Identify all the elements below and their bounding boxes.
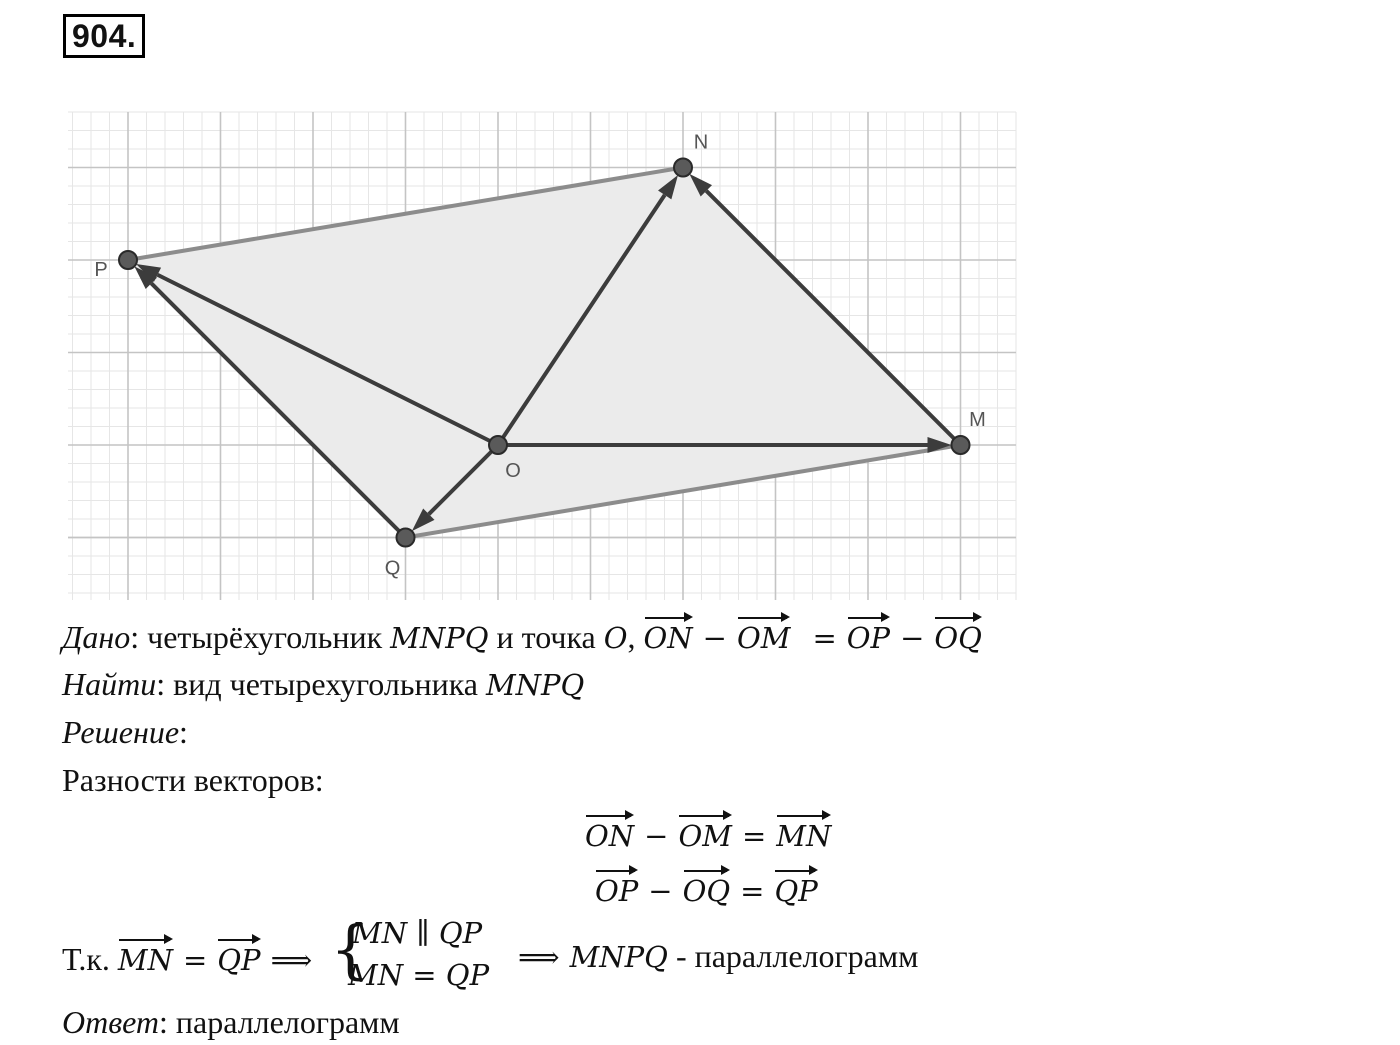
equals-sign: = xyxy=(182,943,208,977)
vector-ON: ON xyxy=(585,812,634,856)
point-label-O: O xyxy=(505,460,521,482)
solution-colon: : xyxy=(179,714,188,750)
solution-label: Решение xyxy=(62,714,180,750)
implies-sign: ⟹ xyxy=(270,943,313,977)
vector-OP: OP xyxy=(847,614,890,658)
given-line xyxy=(62,614,982,658)
vector-OP: OP xyxy=(595,867,638,911)
implies-sign: ⟹ xyxy=(518,940,560,974)
point-label-P: P xyxy=(94,259,108,281)
answer-text: : параллелограмм xyxy=(159,1004,400,1040)
answer-label: Ответ xyxy=(62,1004,159,1040)
because-text: Т.к. xyxy=(62,941,110,977)
vector-QP: QP xyxy=(217,936,260,980)
system-brace: { xyxy=(330,913,371,987)
vector-OQ: OQ xyxy=(683,867,731,911)
result-quad: MNPQ xyxy=(569,940,668,974)
vector-OQ: OQ xyxy=(934,614,982,658)
equals-sign: = xyxy=(740,874,765,908)
given-text-2: и точка xyxy=(488,619,604,655)
given-point: O xyxy=(603,621,628,655)
point-label-N: N xyxy=(693,131,709,154)
equation-1 xyxy=(585,812,831,856)
given-quad: MNPQ xyxy=(390,621,489,655)
point-label-M: M xyxy=(969,409,986,431)
solution-line xyxy=(62,712,188,752)
vector-QP: QP xyxy=(774,867,817,911)
vector-MN: MN xyxy=(776,812,831,856)
because-line xyxy=(62,936,322,980)
point-N xyxy=(674,159,692,177)
find-quad: MNPQ xyxy=(485,668,585,702)
vector-MN: MN xyxy=(118,936,173,980)
point-O xyxy=(489,436,507,454)
differences-line: Разности векторов: xyxy=(62,762,324,798)
vector-OM: OM xyxy=(737,614,790,658)
point-P xyxy=(119,251,137,269)
minus-sign: − xyxy=(644,819,669,853)
point-Q xyxy=(397,529,415,547)
vector-ON: ON xyxy=(644,614,693,658)
system-line-1: MN ∥ QP xyxy=(352,916,483,950)
minus-sign: − xyxy=(702,621,727,655)
given-text: : четырёхугольник xyxy=(130,619,391,655)
given-label: Дано xyxy=(62,619,131,655)
vector-OM: OM xyxy=(678,812,731,856)
answer-line xyxy=(62,1002,400,1042)
system-line-2: MN = QP xyxy=(348,958,490,992)
result-line xyxy=(508,936,918,977)
find-text: : вид четырехугольника xyxy=(156,666,486,702)
find-label: Найти xyxy=(62,666,157,702)
find-line xyxy=(62,664,584,705)
equals-sign: = xyxy=(812,621,837,655)
point-M xyxy=(952,436,970,454)
given-comma: , xyxy=(627,619,636,655)
result-text: - параллелограмм xyxy=(667,938,919,974)
minus-sign: − xyxy=(648,874,673,908)
equation-2 xyxy=(595,867,818,911)
problem-number: 904. xyxy=(63,14,145,58)
minus-sign: − xyxy=(900,621,925,655)
point-label-Q: Q xyxy=(384,557,401,580)
equals-sign: = xyxy=(741,819,767,853)
